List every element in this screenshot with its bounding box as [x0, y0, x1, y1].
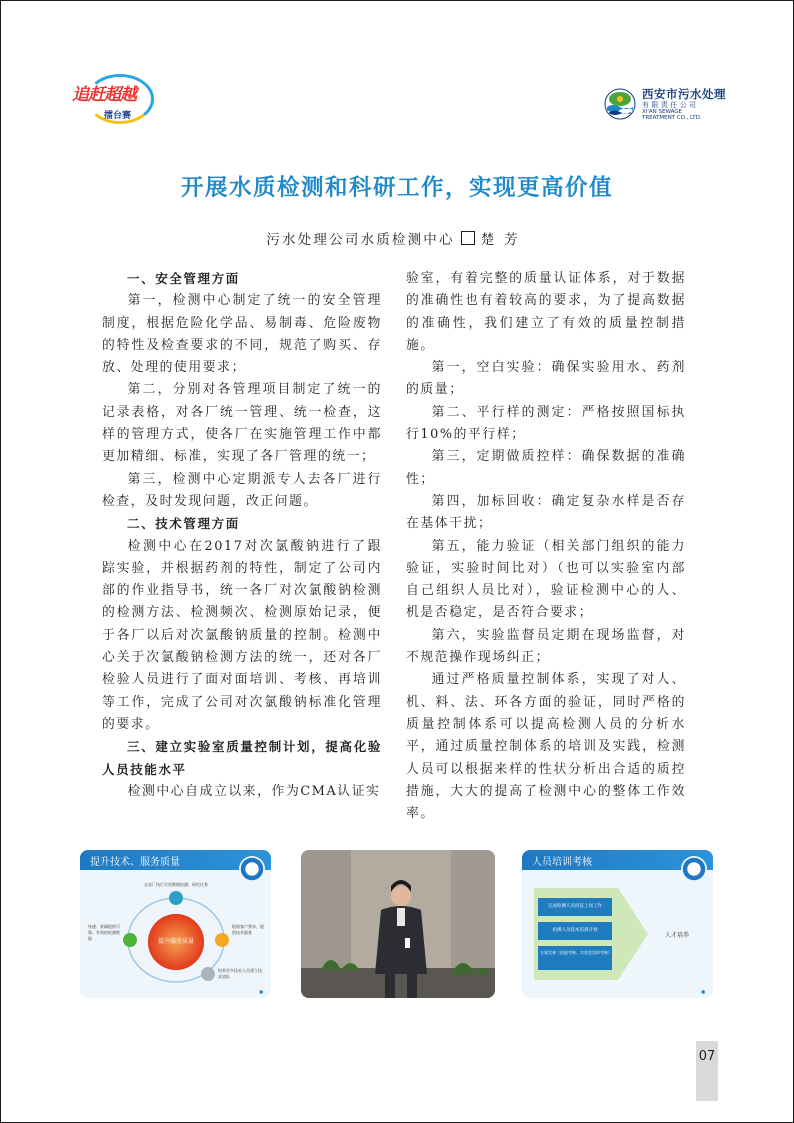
company-name-en	[642, 109, 702, 121]
training-step-1: 完成检测人员持证上岗工作	[548, 904, 602, 909]
page-number-tab	[696, 1041, 718, 1101]
diagram-note-bottom: 培养更多技术人员建立技术团队	[218, 968, 262, 979]
training-step-2: 检测人员技术培训计划	[552, 928, 598, 933]
paragraph: 第一，检测中心制定了统一的安全管理制度，根据危险化学品、易制毒、危险废物的特性及检查要求的不同，规范了购买、存放、处理的使用要求；	[102, 293, 382, 376]
article-byline	[0, 228, 794, 248]
paragraph: 第三，检测中心定期派专人去各厂进行检查，及时发现问题，改正问题。	[102, 471, 382, 509]
company-logo	[604, 86, 744, 122]
slide-footer-mark: ■	[701, 989, 705, 994]
diagram-center-label: 提升服务质量	[157, 938, 194, 945]
diagram-note-top: 去各厂执行实验数据检测、研究任务	[144, 882, 208, 887]
speaker-photo-image	[301, 850, 495, 998]
paragraph: 第五，能力验证（相关部门组织的能力验证，实验时间比对）（也可以实验室内部自己组织人员比对），验证检测中心的人、机是否稳定，是否符合要求；	[406, 538, 686, 621]
diagram-note-left: 快速、准确提供可靠、有效的检测数据	[88, 924, 120, 941]
competition-logo	[72, 78, 152, 128]
company-name-cn: 西安市污水处理	[642, 87, 726, 101]
slide-title: 提升技术、服务质量	[90, 857, 180, 868]
paragraph: 第二，分别对各管理项目制定了统一的记录表格，对各厂统一管理、统一检查，这样的管理方式，使各厂在实施管理工作中都更加精细、标准，实现了各厂管理的统一；	[102, 382, 382, 465]
slide-footer-mark: ■	[259, 989, 263, 994]
slide-training	[522, 850, 713, 998]
competition-logo-text: 追赶超越	[72, 85, 136, 105]
paragraph: 检测中心在2017对次氯酸钠进行了跟踪实验，并根据药剂的特性，制定了公司内部的作业指导书，统一各厂对次氯酸钠检测的检测方法、检测频次、检测原始记录，便于各厂以后对次氯酸钠质量的控制。检测中心关于次氯酸钠检测方法的统一，还对各厂检验人员进行了面对面培训、考核、再培训等工作，完成了公司对次氯酸钠标准化管理的要求。	[102, 538, 382, 732]
paragraph: 第二、平行样的测定：严格按照国标执行10%的平行样；	[406, 404, 686, 443]
section-heading: 一、安全管理方面	[127, 271, 240, 286]
competition-logo-sub: 擂台赛	[104, 111, 132, 121]
paragraph: 检测中心自成立以来，作为CMA认证实	[127, 783, 381, 799]
page-number: 07	[698, 1049, 716, 1064]
paragraph: 第三，定期做质控样：确保数据的准确性；	[406, 449, 686, 487]
diagram-note-right: 根据客户要求，提供技术服务	[232, 924, 264, 935]
company-emblem-icon	[604, 88, 636, 120]
paragraph: 第一，空白实验：确保实验用水、药剂的质量；	[406, 360, 686, 398]
byline-org: 污水处理公司水质检测中心	[266, 232, 455, 248]
section-heading: 二、技术管理方面	[127, 516, 240, 532]
article-title: 开展水质检测和科研工作，实现更高价值	[180, 175, 613, 201]
byline-box-icon	[461, 231, 475, 245]
paragraph: 第六，实验监督员定期在现场监督，对不规范操作现场纠正；	[406, 627, 686, 666]
company-name-en-line1: XI'AN SEWAGE	[642, 109, 683, 115]
byline-author: 楚芳	[480, 232, 528, 248]
article-column-left	[102, 268, 382, 803]
speaker-photo	[301, 850, 495, 998]
section-heading: 三、建立实验室质量控制计划，提高化验人员技能水平	[102, 739, 382, 777]
slide-title: 人员培训考核	[532, 857, 592, 868]
training-result: 人才培养	[664, 932, 689, 939]
paragraph: 验室，有着完整的质量认证体系，对于数据的准确性也有着较高的要求，为了提高数据的准确性，我们建立了有效的质量控制措施。	[406, 271, 686, 353]
company-name-cn-suffix: 有限责任公司	[642, 101, 699, 109]
slide-service-quality	[80, 850, 271, 998]
company-name-en-line2: TREATMENT CO., LTD.	[642, 115, 702, 121]
paragraph: 通过严格质量控制体系，实现了对人、机、料、法、环各方面的验证，同时严格的质量控制体系可以提高检测人员的分析水平，通过质量控制体系的培训及实践，检测人员可以根据来样的性状分析出合适的质控措施，大大的提高了检测中心的整体工作效率。	[406, 672, 686, 822]
training-step-3: 方案完善（技能考核、实验室盲样考核）	[540, 950, 612, 955]
article-column-right	[406, 268, 686, 825]
paragraph: 第四，加标回收：确定复杂水样是否存在基体干扰；	[406, 493, 686, 532]
